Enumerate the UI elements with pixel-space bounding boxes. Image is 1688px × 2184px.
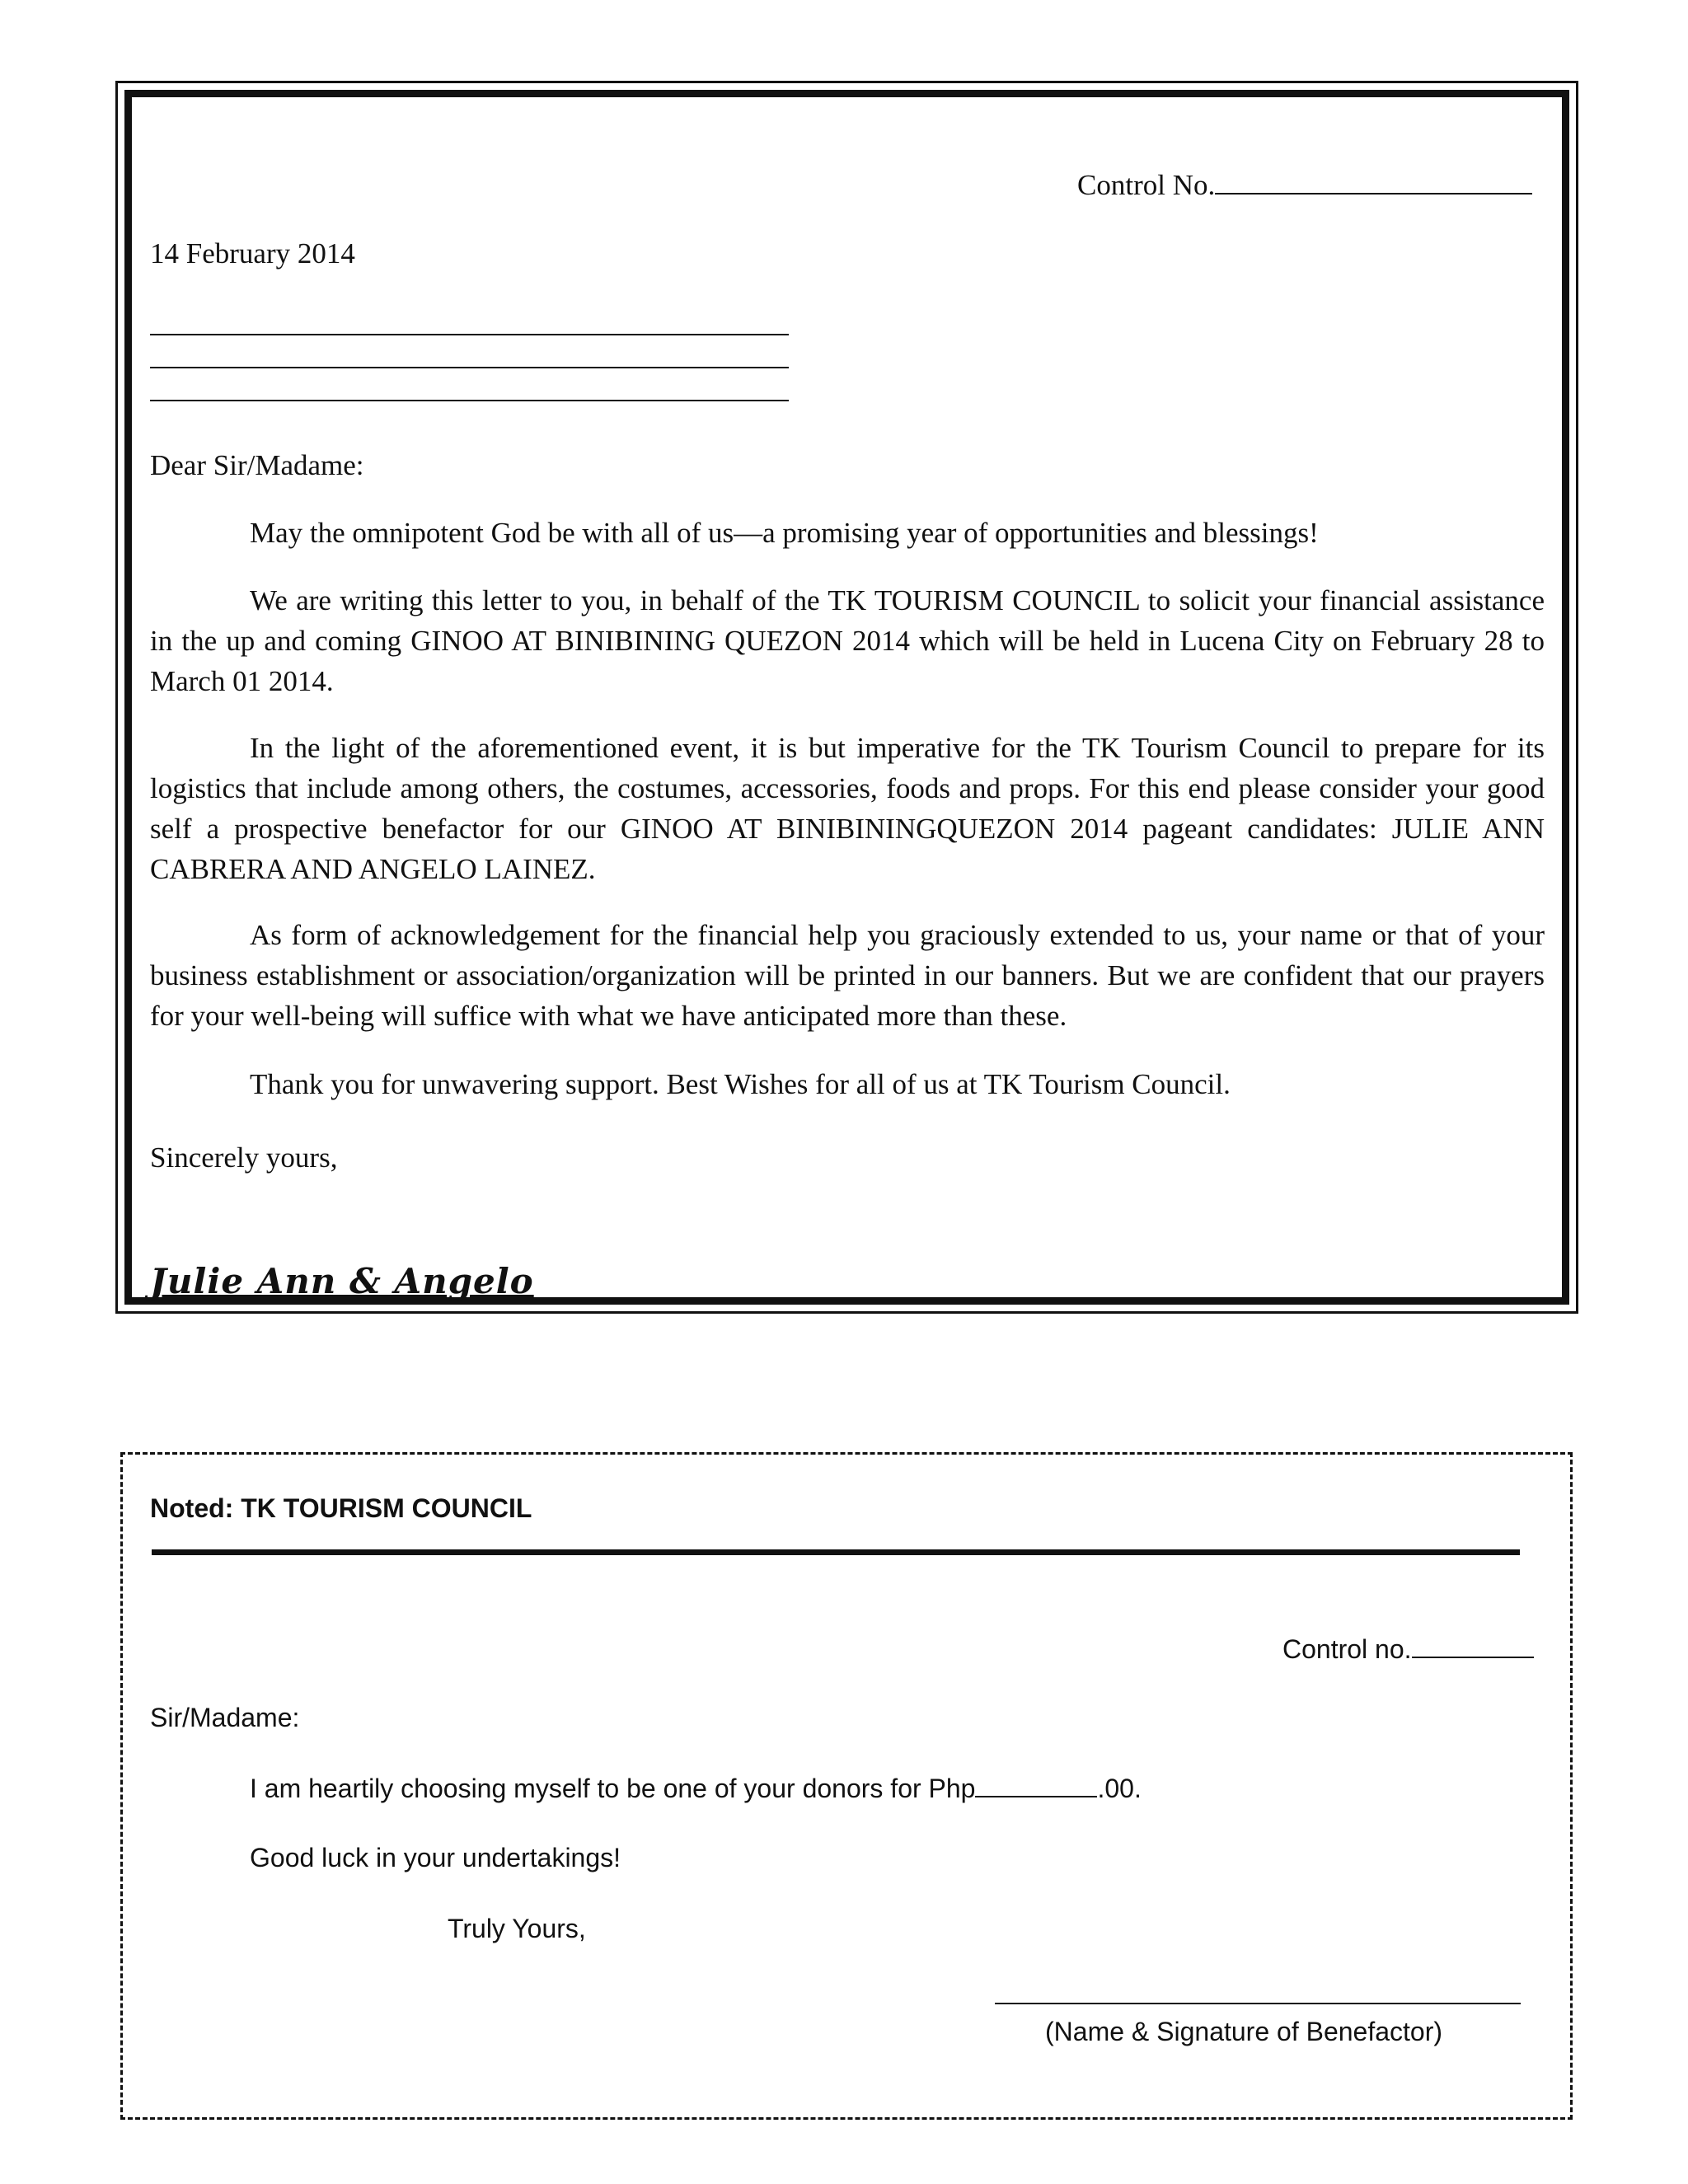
slip-control-number bbox=[1282, 1630, 1534, 1667]
control-number-label: Control No. bbox=[1077, 169, 1216, 201]
slip-closing: Truly Yours, bbox=[448, 1914, 586, 1943]
slip-heading-rule bbox=[152, 1549, 1520, 1555]
letter-paragraph-3: In the light of the aforementioned event, it is but imperative for the TK Tourism Council to prepare for its logistics that include among others, the costumes, accessories, foods and props. For this end please consider your good self a prospective benefactor for our GINOO AT BINIBININGQUEZON 2014 pageant candidates: JULIE ANN CABRERA AND ANGELO LAINEZ. bbox=[150, 732, 1545, 885]
recipient-address-line-2[interactable] bbox=[150, 367, 789, 368]
slip-noted-heading: Noted: TK TOURISM COUNCIL bbox=[150, 1493, 532, 1523]
letter-paragraph-2: We are writing this letter to you, in behalf of the TK TOURISM COUNCIL to solicit your financial assistance in the up and coming GINOO AT BINIBINING QUEZON 2014 which will be held in Lucena City on February 28 to March 01 2014. bbox=[150, 584, 1545, 697]
letter-paragraph-1: May the omnipotent God be with all of us—a promising year of opportunities and blessings! bbox=[250, 517, 1319, 549]
letter-date: 14 February 2014 bbox=[150, 237, 355, 269]
letter-signature: Julie Ann & Angelo bbox=[150, 1261, 534, 1301]
donation-amount-blank[interactable] bbox=[975, 1769, 1097, 1797]
donor-text-suffix: .00. bbox=[1097, 1774, 1142, 1803]
recipient-address-line-1[interactable] bbox=[150, 334, 789, 335]
letter-paragraph-5: Thank you for unwavering support. Best Wishes for all of us at TK Tourism Council. bbox=[250, 1068, 1231, 1100]
slip-donor-statement bbox=[250, 1769, 1142, 1807]
recipient-address-line-3[interactable] bbox=[150, 400, 789, 401]
slip-control-blank[interactable] bbox=[1412, 1630, 1534, 1658]
donor-text-prefix: I am heartily choosing myself to be one of your donors for Php bbox=[250, 1774, 976, 1803]
letter-paragraph-4: As form of acknowledgement for the financial help you graciously extended to us, your name or that of your business establishment or association/organization will be printed in our banners. But we are confident that our prayers for your well-being will suffice with what we have anticipated more than these. bbox=[150, 919, 1545, 1032]
benefactor-signature-caption: (Name & Signature of Benefactor) bbox=[1045, 2017, 1443, 2046]
control-number-blank[interactable] bbox=[1215, 163, 1532, 194]
benefactor-signature-line[interactable] bbox=[995, 2003, 1521, 2004]
letter-closing: Sincerely yours, bbox=[150, 1141, 338, 1174]
slip-salutation: Sir/Madame: bbox=[150, 1703, 300, 1732]
slip-good-luck: Good luck in your undertakings! bbox=[250, 1843, 621, 1872]
slip-control-label: Control no. bbox=[1282, 1634, 1412, 1664]
letter-control-number bbox=[1077, 163, 1532, 205]
letter-salutation: Dear Sir/Madame: bbox=[150, 449, 364, 481]
